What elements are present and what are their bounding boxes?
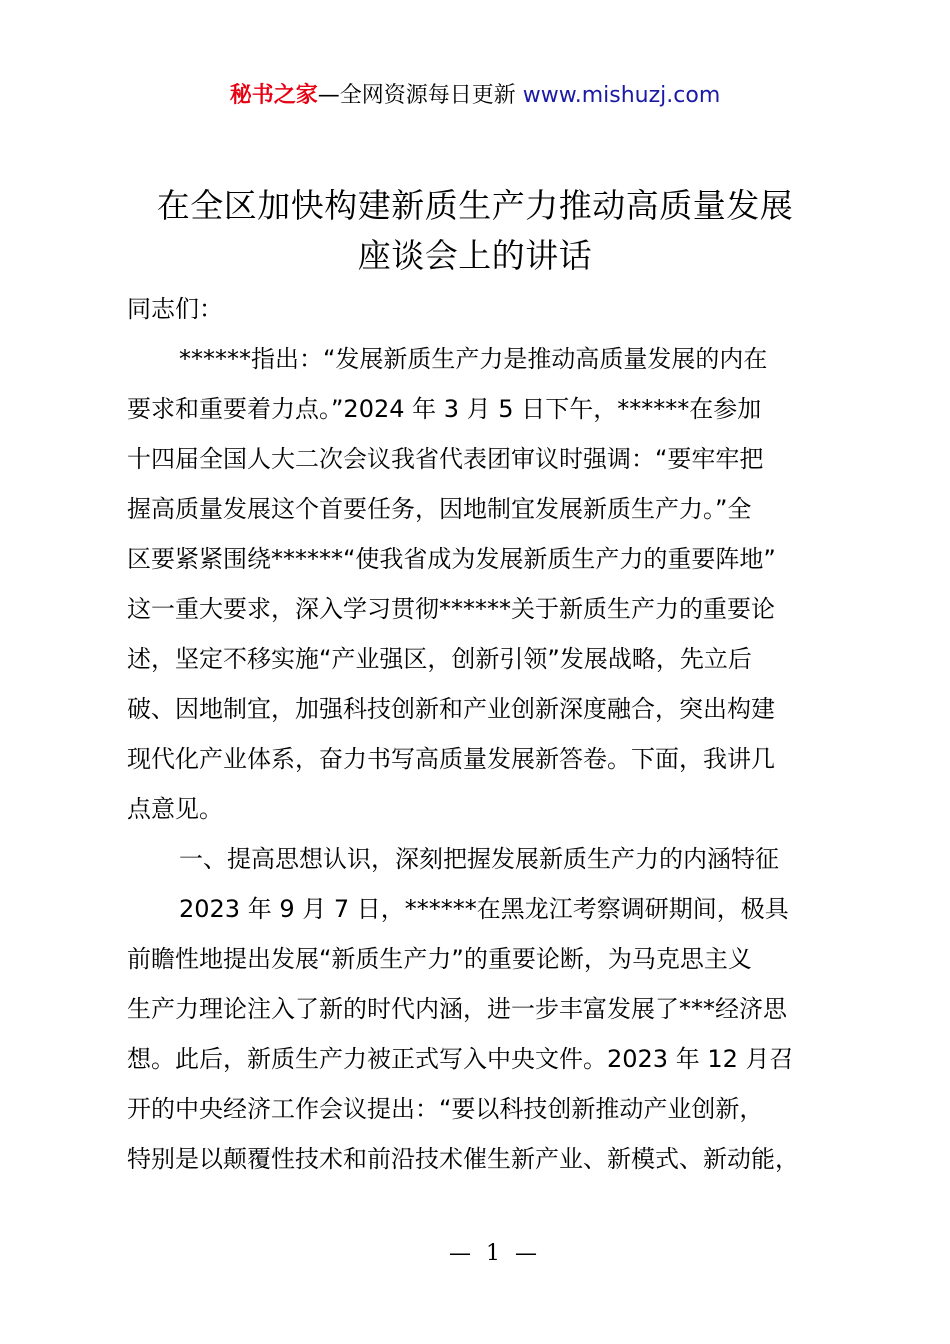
site-header xyxy=(0,80,950,112)
section-heading: 一、提高思想认识，深刻把握发展新质生产力的内涵特征 xyxy=(179,845,779,873)
site-url-link[interactable]: www.mishuzj.com xyxy=(522,83,721,108)
paragraph-line: 前瞻性地提出发展“新质生产力”的重要论断，为马克思主义 xyxy=(127,945,752,973)
site-tagline: —全网资源每日更新 xyxy=(317,83,523,108)
paragraph-line: 述，坚定不移实施“产业强区，创新引领”发展战略，先立后 xyxy=(127,645,752,673)
salutation: 同志们： xyxy=(127,295,223,323)
paragraph-line: 这一重大要求，深入学习贯彻******关于新质生产力的重要论 xyxy=(127,595,775,623)
paragraph-line: 特别是以颠覆性技术和前沿技术催生新产业、新模式、新动能， xyxy=(127,1145,799,1173)
document-title-line-1: 在全区加快构建新质生产力推动高质量发展 xyxy=(156,186,794,225)
paragraph-line: ******指出：“发展新质生产力是推动高质量发展的内在 xyxy=(179,345,768,373)
paragraph-line: 十四届全国人大二次会议我省代表团审议时强调：“要牢牢把 xyxy=(127,445,764,473)
paragraph-line: 要求和重要着力点。”2024 年 3 月 5 日下午，******在参加 xyxy=(127,395,762,423)
paragraph-line: 区要紧紧围绕******“使我省成为发展新质生产力的重要阵地” xyxy=(127,545,776,573)
paragraph-line: 现代化产业体系，奋力书写高质量发展新答卷。下面，我讲几 xyxy=(127,745,775,773)
paragraph-line: 点意见。 xyxy=(127,795,223,823)
paragraph-line: 开的中央经济工作会议提出：“要以科技创新推动产业创新， xyxy=(127,1095,764,1123)
paragraph-line: 想。此后，新质生产力被正式写入中央文件。2023 年 12 月召 xyxy=(127,1045,794,1073)
document-body xyxy=(127,284,837,1184)
site-brand: 秘书之家 xyxy=(229,83,318,108)
paragraph-line: 破、因地制宜，加强科技创新和产业创新深度融合，突出构建 xyxy=(127,695,775,723)
paragraph-line: 生产力理论注入了新的时代内涵，进一步丰富发展了***经济思 xyxy=(127,995,787,1023)
page-number: — 1 — xyxy=(449,1241,541,1266)
paragraph-line: 握高质量发展这个首要任务，因地制宜发展新质生产力。”全 xyxy=(127,495,752,523)
document-title-line-2: 座谈会上的讲话 xyxy=(357,236,593,275)
paragraph-line: 2023 年 9 月 7 日，******在黑龙江考察调研期间，极具 xyxy=(179,895,789,923)
